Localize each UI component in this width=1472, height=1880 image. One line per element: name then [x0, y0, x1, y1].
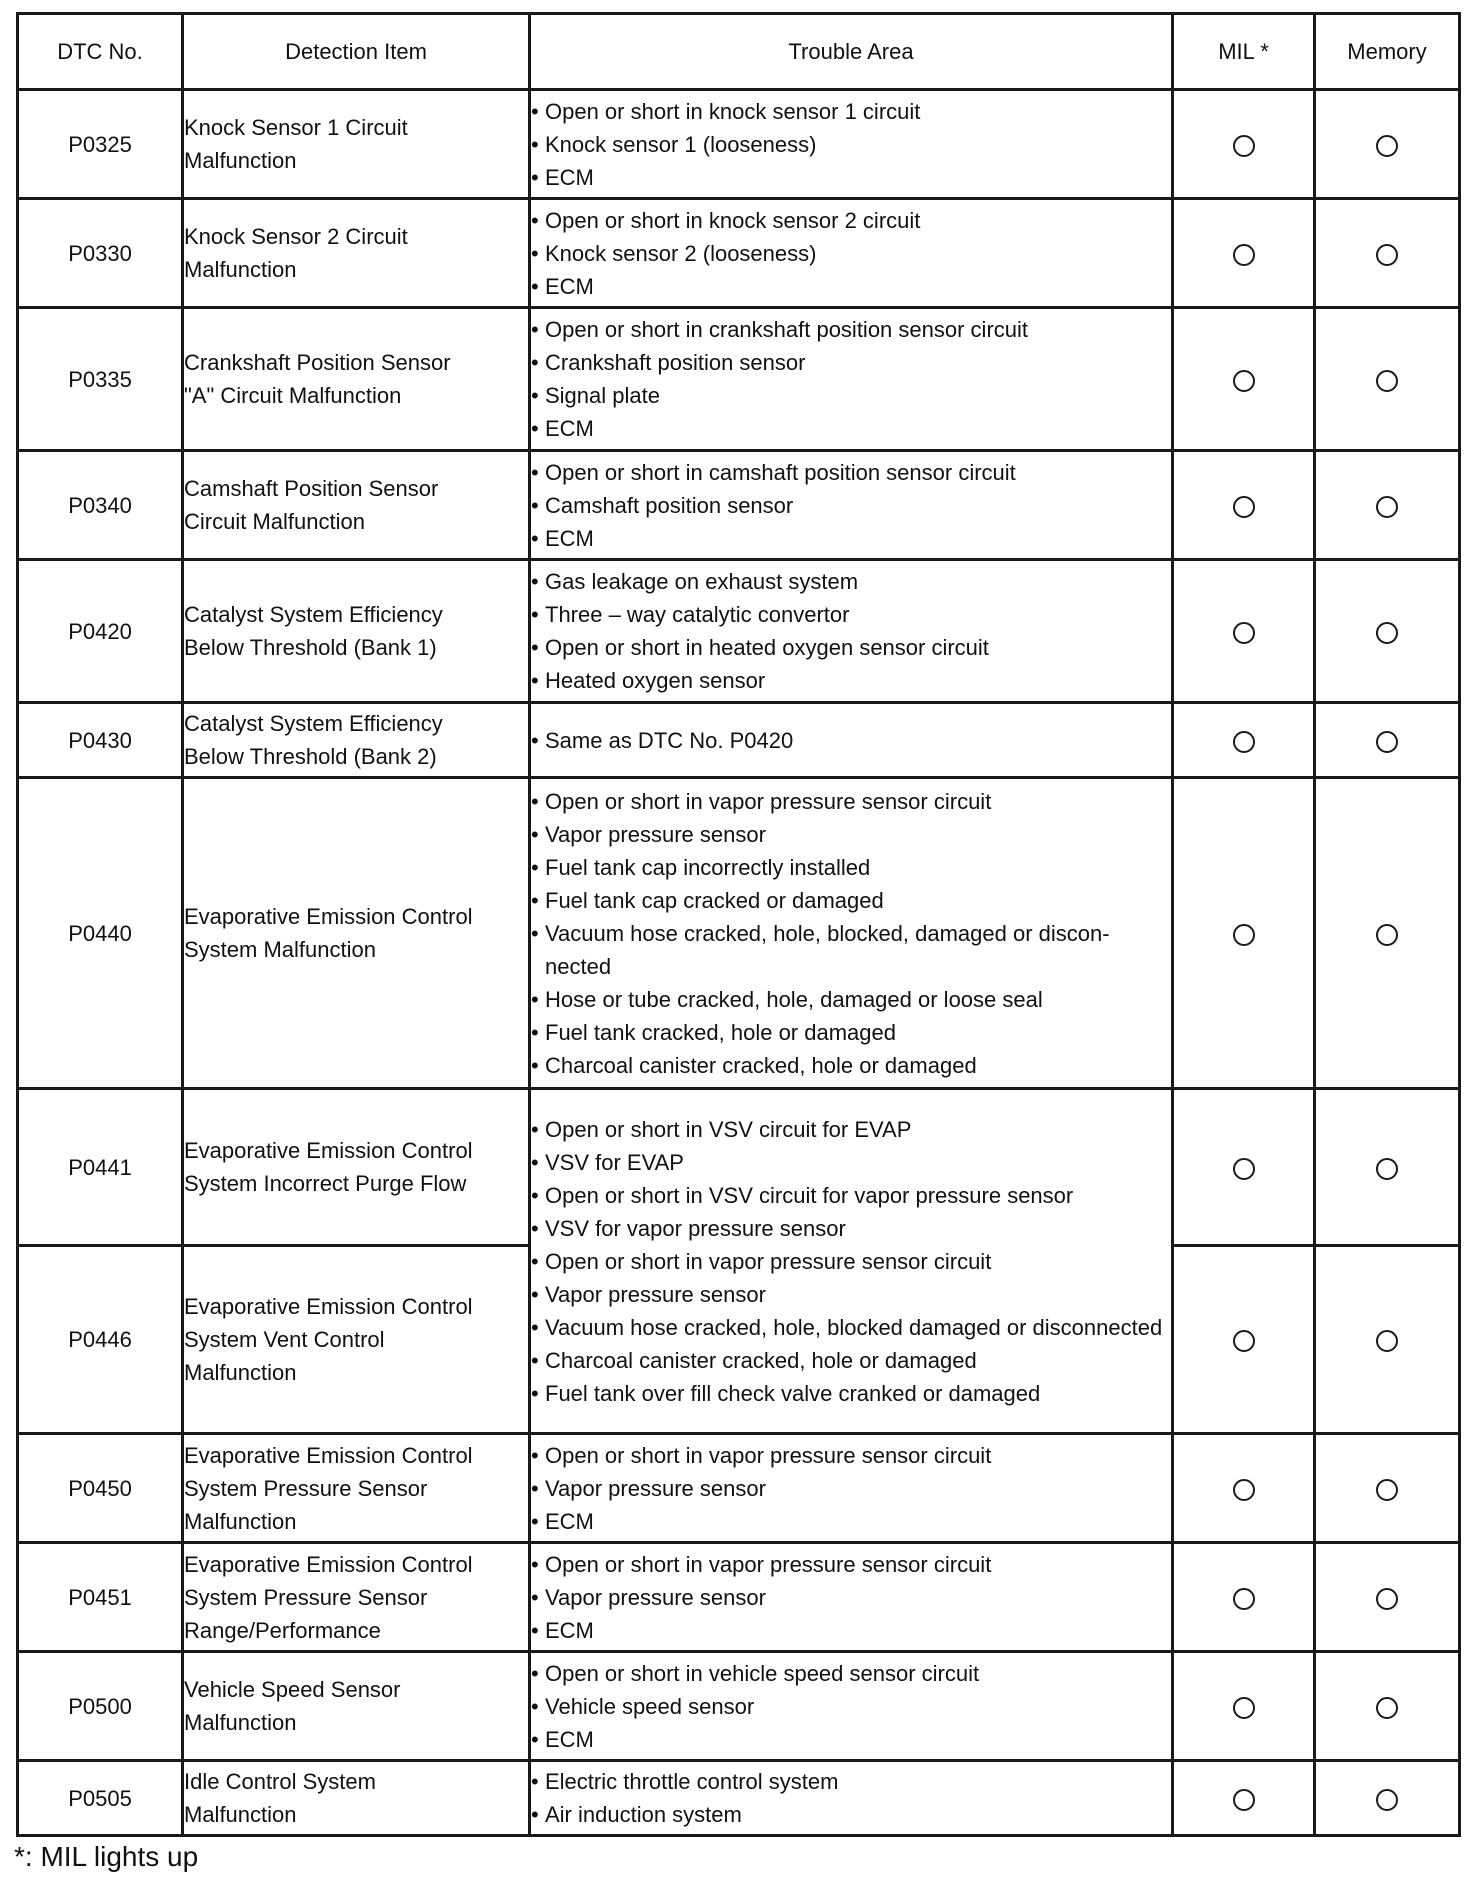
circle-mark-icon [1233, 1588, 1255, 1610]
circle-mark-icon [1233, 622, 1255, 644]
dtc-number: P0500 [18, 1652, 183, 1761]
trouble-area-bullet: • Open or short in vapor pressure sensor circuit [531, 1439, 1171, 1472]
dtc-number: P0505 [18, 1761, 183, 1836]
memory-indicator [1315, 778, 1460, 1089]
circle-mark-icon [1376, 244, 1398, 266]
circle-mark-icon [1376, 1697, 1398, 1719]
trouble-area-bullet: • Vapor pressure sensor [531, 1472, 1171, 1505]
detection-item [183, 308, 530, 451]
table-row [18, 1761, 1460, 1836]
dtc-number: P0340 [18, 451, 183, 560]
memory-indicator [1315, 308, 1460, 451]
trouble-area [530, 778, 1173, 1089]
circle-mark-icon [1376, 496, 1398, 518]
trouble-area-bullet: • Open or short in vapor pressure sensor circuit [531, 1245, 1171, 1278]
detection-item-line: Evaporative Emission Control [184, 1442, 473, 1468]
trouble-area-bullet: • Vacuum hose cracked, hole, blocked, damaged or discon-nected [531, 917, 1171, 983]
trouble-area-bullet: • Knock sensor 1 (looseness) [531, 128, 1171, 161]
dtc-number: P0451 [18, 1543, 183, 1652]
trouble-area-bullet: • Vapor pressure sensor [531, 1581, 1171, 1614]
trouble-area [530, 1434, 1173, 1543]
memory-indicator [1315, 560, 1460, 703]
detection-item-line: Knock Sensor 1 Circuit [184, 115, 408, 140]
detection-item-line: Evaporative Emission Control [184, 1294, 473, 1319]
detection-item-line: "A" Circuit Malfunction [184, 383, 402, 408]
detection-item-line: Crankshaft Position Sensor [184, 350, 451, 375]
memory-indicator [1315, 1543, 1460, 1652]
trouble-area-bullet: • VSV for EVAP [531, 1146, 1171, 1179]
trouble-area-bullet: • VSV for vapor pressure sensor [531, 1212, 1171, 1245]
header-detection-item: Detection Item [183, 14, 530, 90]
trouble-area-bullet: • ECM [531, 522, 1171, 555]
footnote: *: MIL lights up [14, 1841, 199, 1872]
dtc-number: P0440 [18, 778, 183, 1089]
table-row [18, 778, 1460, 1089]
trouble-area-bullet: • Open or short in vapor pressure sensor circuit [531, 1548, 1171, 1581]
mil-indicator [1173, 1761, 1315, 1836]
mil-indicator [1173, 1543, 1315, 1652]
mil-indicator [1173, 451, 1315, 560]
trouble-area-bullet: • Fuel tank cap cracked or damaged [531, 884, 1171, 917]
circle-mark-icon [1233, 924, 1255, 946]
detection-item-line: Camshaft Position Sensor [184, 476, 439, 501]
trouble-area-bullet: • Vapor pressure sensor [531, 818, 1171, 851]
trouble-area-bullet: • Air induction system [531, 1798, 1171, 1831]
circle-mark-icon [1233, 731, 1255, 753]
circle-mark-icon [1376, 135, 1398, 157]
trouble-area [530, 1543, 1173, 1652]
detection-item-line: System Malfunction [184, 937, 376, 962]
detection-item-line: System Pressure Sensor [184, 1475, 428, 1501]
dtc-number: P0430 [18, 703, 183, 778]
dtc-number: P0441 [18, 1089, 183, 1246]
trouble-area-bullet: • Fuel tank cracked, hole or damaged [531, 1016, 1171, 1049]
trouble-area-bullet: • Knock sensor 2 (looseness) [531, 237, 1171, 270]
trouble-area-bullet: • Vapor pressure sensor [531, 1278, 1171, 1311]
trouble-area-shared [530, 1089, 1173, 1434]
trouble-area-bullet: • ECM [531, 1505, 1171, 1538]
trouble-area-bullet: • Crankshaft position sensor [531, 346, 1171, 379]
mil-indicator [1173, 308, 1315, 451]
circle-mark-icon [1376, 370, 1398, 392]
trouble-area [530, 1652, 1173, 1761]
trouble-area [530, 451, 1173, 560]
dtc-number: P0420 [18, 560, 183, 703]
trouble-area [530, 1761, 1173, 1836]
trouble-area-bullet: • Hose or tube cracked, hole, damaged or loose seal [531, 983, 1171, 1016]
trouble-area-bullet: • Electric throttle control system [531, 1765, 1171, 1798]
trouble-area-bullet: • Same as DTC No. P0420 [531, 724, 1171, 757]
detection-item-line: Malfunction [184, 1710, 297, 1735]
trouble-area-bullet: • Open or short in knock sensor 2 circuit [531, 204, 1171, 237]
mil-indicator [1173, 778, 1315, 1089]
trouble-area-bullet: • Open or short in VSV circuit for EVAP [531, 1113, 1171, 1146]
detection-item [183, 560, 530, 703]
trouble-area-bullet: • Fuel tank cap incorrectly installed [531, 851, 1171, 884]
trouble-area [530, 199, 1173, 308]
circle-mark-icon [1376, 924, 1398, 946]
trouble-area [530, 90, 1173, 199]
circle-mark-icon [1233, 1158, 1255, 1180]
table-row [18, 308, 1460, 451]
mil-indicator [1173, 90, 1315, 199]
dtc-number: P0330 [18, 199, 183, 308]
detection-item-line: Below Threshold (Bank 1) [184, 635, 437, 660]
detection-item [183, 90, 530, 199]
trouble-area-bullet: • ECM [531, 1723, 1171, 1756]
memory-indicator [1315, 451, 1460, 560]
trouble-area-bullet: • ECM [531, 412, 1171, 445]
mil-indicator [1173, 1434, 1315, 1543]
trouble-area-bullet: • Fuel tank over fill check valve cranked or damaged [531, 1377, 1171, 1410]
memory-indicator [1315, 703, 1460, 778]
circle-mark-icon [1376, 1158, 1398, 1180]
table-row [18, 90, 1460, 199]
trouble-area [530, 560, 1173, 703]
trouble-area-bullet: • Vehicle speed sensor [531, 1690, 1171, 1723]
detection-item [183, 199, 530, 308]
memory-indicator [1315, 1652, 1460, 1761]
detection-item [183, 778, 530, 1089]
trouble-area-bullet: • Gas leakage on exhaust system [531, 565, 1171, 598]
detection-item-line: System Pressure Sensor [184, 1584, 428, 1610]
trouble-area-bullet: • Charcoal canister cracked, hole or damaged [531, 1344, 1171, 1377]
trouble-area [530, 308, 1173, 451]
memory-indicator [1315, 1761, 1460, 1836]
header-dtc-no: DTC No. [18, 14, 183, 90]
circle-mark-icon [1233, 496, 1255, 518]
detection-item [183, 451, 530, 560]
memory-indicator [1315, 199, 1460, 308]
detection-item-line: Idle Control System [184, 1769, 376, 1794]
detection-item-line: Malfunction [184, 257, 297, 282]
detection-item-line: Malfunction [184, 1360, 297, 1385]
memory-indicator [1315, 1089, 1460, 1246]
trouble-area-bullet: • Open or short in vapor pressure sensor circuit [531, 785, 1171, 818]
trouble-area-bullet: • Open or short in vehicle speed sensor circuit [531, 1657, 1171, 1690]
memory-indicator [1315, 1246, 1460, 1434]
dtc-table [16, 12, 1461, 1837]
detection-item-line: Below Threshold (Bank 2) [184, 744, 437, 769]
detection-item-line: Knock Sensor 2 Circuit [184, 224, 408, 249]
detection-item-line: Range/Performance [184, 1617, 381, 1643]
header-mil: MIL * [1173, 14, 1315, 90]
dtc-number: P0446 [18, 1246, 183, 1434]
detection-item [183, 1543, 530, 1652]
detection-item [183, 1761, 530, 1836]
table-row [18, 1434, 1460, 1543]
trouble-area-bullet: • Three – way catalytic convertor [531, 598, 1171, 631]
detection-item [183, 1434, 530, 1543]
dtc-number: P0335 [18, 308, 183, 451]
table-row [18, 560, 1460, 703]
detection-item-line: Evaporative Emission Control [184, 1138, 473, 1163]
circle-mark-icon [1376, 622, 1398, 644]
trouble-area-bullet: • Vacuum hose cracked, hole, blocked damaged or disconnected [531, 1311, 1171, 1344]
circle-mark-icon [1233, 135, 1255, 157]
detection-item-line: Evaporative Emission Control [184, 1551, 473, 1577]
trouble-area-bullet: • Open or short in crankshaft position sensor circuit [531, 313, 1171, 346]
trouble-area-bullet: • ECM [531, 1614, 1171, 1647]
circle-mark-icon [1233, 370, 1255, 392]
circle-mark-icon [1233, 1697, 1255, 1719]
table-row [18, 199, 1460, 308]
memory-indicator [1315, 90, 1460, 199]
trouble-area-bullet: • Camshaft position sensor [531, 489, 1171, 522]
circle-mark-icon [1376, 1479, 1398, 1501]
mil-indicator [1173, 199, 1315, 308]
detection-item-line: Evaporative Emission Control [184, 904, 473, 929]
mil-indicator [1173, 1652, 1315, 1761]
trouble-area-bullet: • Open or short in camshaft position sensor circuit [531, 456, 1171, 489]
detection-item-line: Circuit Malfunction [184, 509, 365, 534]
trouble-area-bullet: • Open or short in heated oxygen sensor circuit [531, 631, 1171, 664]
table-header-row [18, 14, 1460, 90]
table-row [18, 451, 1460, 560]
circle-mark-icon [1376, 731, 1398, 753]
header-trouble-area: Trouble Area [530, 14, 1173, 90]
mil-indicator [1173, 703, 1315, 778]
dtc-number: P0450 [18, 1434, 183, 1543]
trouble-area-bullet: • ECM [531, 270, 1171, 303]
table-row [18, 1089, 1460, 1246]
detection-item [183, 1652, 530, 1761]
detection-item [183, 1089, 530, 1246]
detection-item-line: Catalyst System Efficiency [184, 602, 443, 627]
detection-item-line: Malfunction [184, 148, 297, 173]
circle-mark-icon [1376, 1330, 1398, 1352]
table-row [18, 1652, 1460, 1761]
mil-indicator [1173, 560, 1315, 703]
trouble-area-bullet: • Charcoal canister cracked, hole or damaged [531, 1049, 1171, 1082]
circle-mark-icon [1376, 1588, 1398, 1610]
trouble-area-bullet: • Heated oxygen sensor [531, 664, 1171, 697]
circle-mark-icon [1233, 1330, 1255, 1352]
trouble-area-bullet: • Open or short in VSV circuit for vapor pressure sensor [531, 1179, 1171, 1212]
circle-mark-icon [1233, 1789, 1255, 1811]
trouble-area-bullet: • ECM [531, 161, 1171, 194]
detection-item-line: Malfunction [184, 1802, 297, 1827]
trouble-area-bullet: • Signal plate [531, 379, 1171, 412]
memory-indicator [1315, 1434, 1460, 1543]
header-memory: Memory [1315, 14, 1460, 90]
mil-indicator [1173, 1246, 1315, 1434]
dtc-number: P0325 [18, 90, 183, 199]
circle-mark-icon [1376, 1789, 1398, 1811]
table-row [18, 1543, 1460, 1652]
mil-indicator [1173, 1089, 1315, 1246]
detection-item-line: Catalyst System Efficiency [184, 711, 443, 736]
detection-item-line: System Incorrect Purge Flow [184, 1171, 467, 1196]
detection-item [183, 703, 530, 778]
table-body [18, 90, 1460, 1836]
trouble-area-bullet: • Open or short in knock sensor 1 circuit [531, 95, 1171, 128]
detection-item-line: System Vent Control [184, 1327, 385, 1352]
circle-mark-icon [1233, 244, 1255, 266]
detection-item-line: Vehicle Speed Sensor [184, 1677, 401, 1702]
detection-item-line: Malfunction [184, 1508, 297, 1534]
trouble-area [530, 703, 1173, 778]
table-row [18, 703, 1460, 778]
detection-item [183, 1246, 530, 1434]
circle-mark-icon [1233, 1479, 1255, 1501]
